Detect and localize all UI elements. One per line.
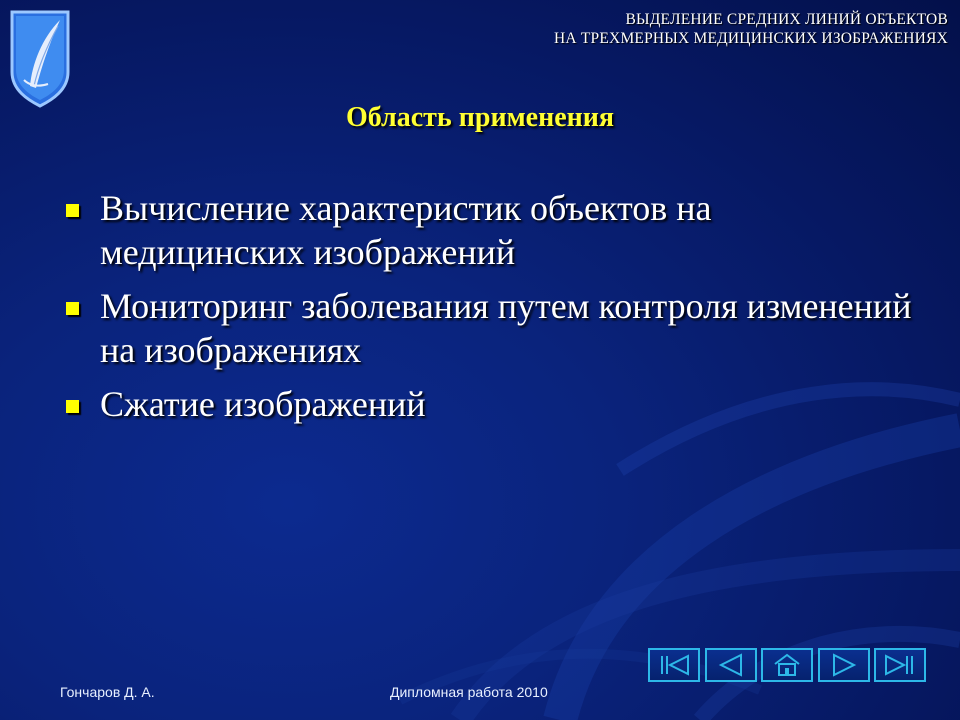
university-logo (8, 8, 72, 108)
bullet-item (62, 382, 922, 426)
bullet-text: Вычисление характеристик объектов на медицинских изображений (100, 188, 712, 272)
slide-navigation (648, 648, 931, 682)
skip-to-last-icon (880, 652, 920, 678)
bullet-item (62, 186, 922, 274)
header-line-2: НА ТРЕХМЕРНЫХ МЕДИЦИНСКИХ ИЗОБРАЖЕНИЯХ (554, 30, 948, 47)
bullet-text: Мониторинг заболевания путем контроля изменений на изображениях (100, 286, 912, 370)
bullet-square-icon (66, 302, 79, 315)
triangle-left-icon (711, 652, 751, 678)
bullet-item (62, 284, 922, 372)
home-icon (767, 652, 807, 678)
skip-to-first-icon (654, 652, 694, 678)
last-slide-button[interactable] (874, 648, 926, 682)
bullet-square-icon (66, 400, 79, 413)
bullet-list (62, 186, 922, 436)
header-line-1: ВЫДЕЛЕНИЕ СРЕДНИХ ЛИНИЙ ОБЪЕКТОВ (625, 11, 948, 28)
previous-slide-button[interactable] (705, 648, 757, 682)
footer-title: Дипломная работа 2010 (390, 684, 548, 700)
next-slide-button[interactable] (818, 648, 870, 682)
slide-title: Область применения (345, 102, 615, 133)
home-button[interactable] (761, 648, 813, 682)
presentation-header (554, 10, 948, 48)
bullet-text: Сжатие изображений (100, 384, 426, 424)
first-slide-button[interactable] (648, 648, 700, 682)
triangle-right-icon (824, 652, 864, 678)
footer-author: Гончаров Д. А. (60, 684, 155, 700)
bullet-square-icon (66, 204, 79, 217)
